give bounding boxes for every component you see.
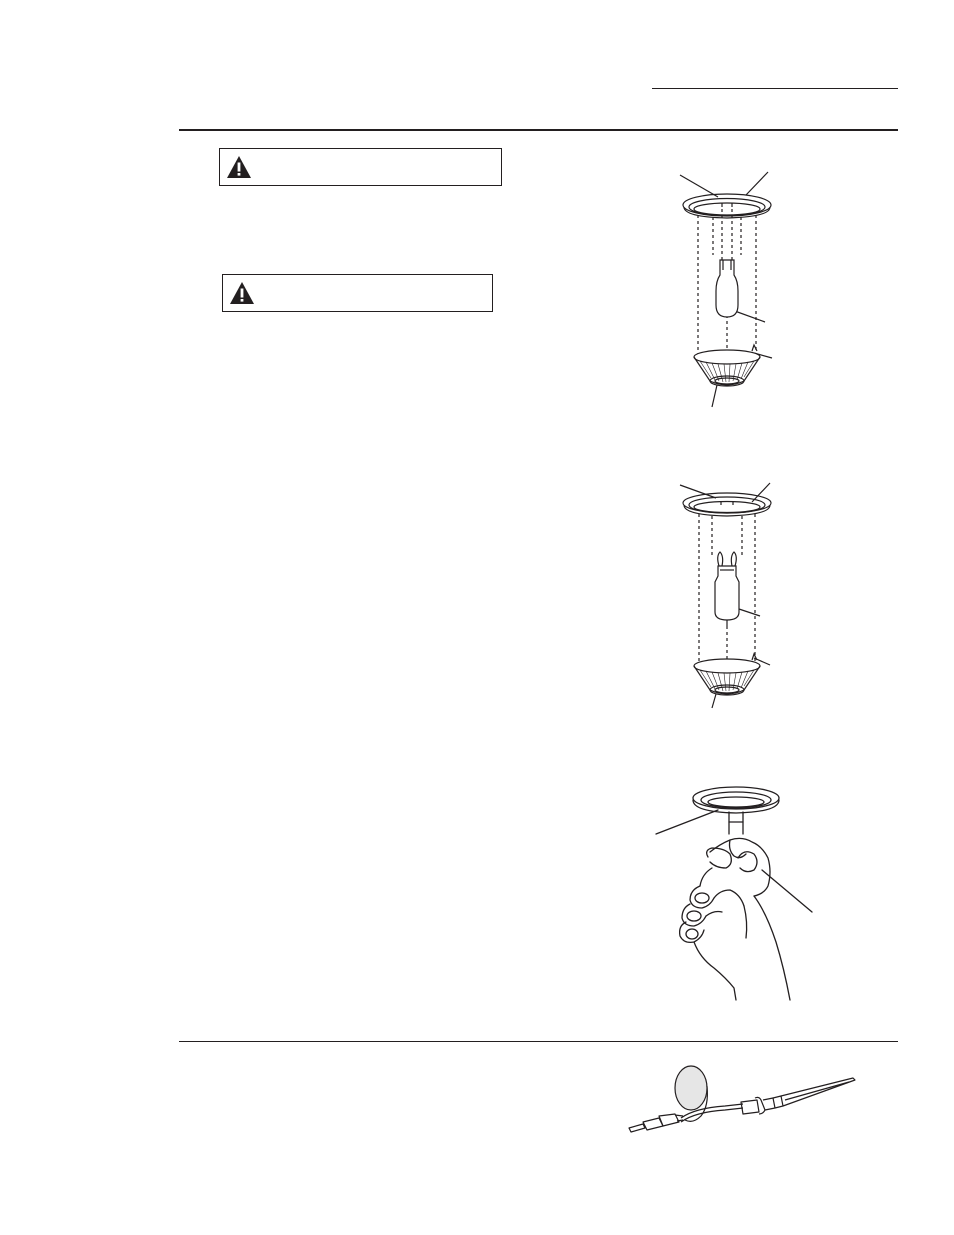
light-bulb-assembly-figure-1 bbox=[670, 165, 780, 410]
light-bulb-assembly-figure-2 bbox=[670, 478, 780, 710]
warning-box-1 bbox=[219, 148, 502, 186]
warning-triangle-icon bbox=[226, 155, 252, 179]
temperature-probe-figure bbox=[625, 1058, 860, 1136]
section-rule bbox=[179, 1041, 898, 1042]
header-rule bbox=[179, 129, 898, 131]
header-short-rule bbox=[652, 88, 898, 89]
warning-box-2 bbox=[222, 274, 493, 312]
bulb-replacement-hand-figure bbox=[650, 782, 820, 1007]
warning-triangle-icon bbox=[229, 281, 255, 305]
